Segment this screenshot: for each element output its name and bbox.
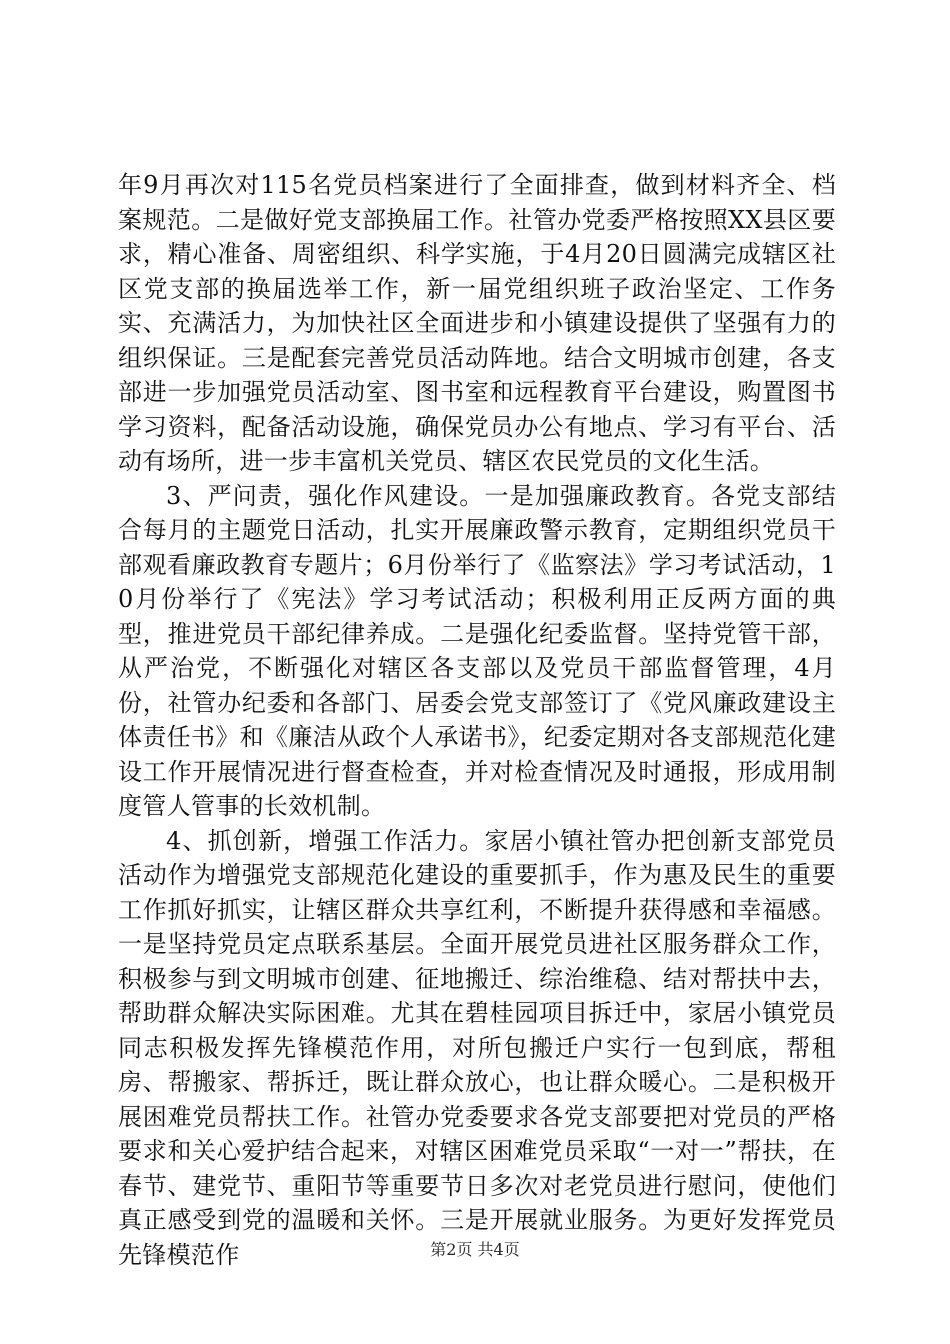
paragraph-accountability-work-style: 3、严问责，强化作风建设。一是加强廉政教育。各党支部结合每月的主题党日活动，扎实开展廉政警示教育，定期组织党员干部观看廉政教育专题片；6月份举行了《监察法》学习考试活动，10月份举行了《宪法》学习考试活动；积极利用正反两方面的典型，推进党员干部纪律养成。二是强化纪委监督。坚持党管干部，从严治党，不断强化对辖区各支部以及党员干部监督管理，4月份，社管办纪委和各部门、居委会党支部签订了《党风廉政建设主体责任书》和《廉洁从政个人承诺书》，纪委定期对各支部规范化建设工作开展情况进行督查检查，并对检查情况及时通报，形成用制度管人管事的长效机制。: [118, 481, 836, 820]
document-body: [118, 168, 836, 1272]
paragraph-innovation-work-vitality: 4、抓创新，增强工作活力。家居小镇社管办把创新支部党员活动作为增强党支部规范化建设的重要抓手，作为惠及民生的重要工作抓好抓实，让辖区群众共享红利，不断提升获得感和幸福感。一是坚持党员定点联系基层。全面开展党员进社区服务群众工作，积极参与到文明城市创建、征地搬迁、综治维稳、结对帮扶中去，帮助群众解决实际困难。尤其在碧桂园项目拆迁中，家居小镇党员同志积极发挥先锋模范作用，对所包搬迁户实行一包到底，帮租房、帮搬家、帮拆迁，既让群众放心，也让群众暖心。二是积极开展困难党员帮扶工作。社管办党委要求各党支部要把对党员的严格要求和关心爱护结合起来，对辖区困难党员采取“一对一”帮扶，在春节、建党节、重阳节等重要节日多次对老党员进行慰问，使他们真正感受到党的温暖和关怀。三是开展就业服务。为更好发挥党员先锋模范作: [118, 826, 836, 1269]
paragraph-party-files-and-election: 年9月再次对115名党员档案进行了全面排查，做到材料齐全、档案规范。二是做好党支部换届工作。社管办党委严格按照XX县区要求，精心准备、周密组织、科学实施，于4月20日圆满完成辖区社区党支部的换届选举工作，新一届党组织班子政治坚定、工作务实、充满活力，为加快社区全面进步和小镇建设提供了坚强有力的组织保证。三是配套完善党员活动阵地。结合文明城市创建，各支部进一步加强党员活动室、图书室和远程教育平台建设，购置图书学习资料，配备活动设施，确保党员办公有地点、学习有平台、活动有场所，进一步丰富机关党员、辖区农民党员的文化生活。: [118, 171, 836, 475]
page-number-footer: 第2页 共4页: [430, 1240, 520, 1259]
